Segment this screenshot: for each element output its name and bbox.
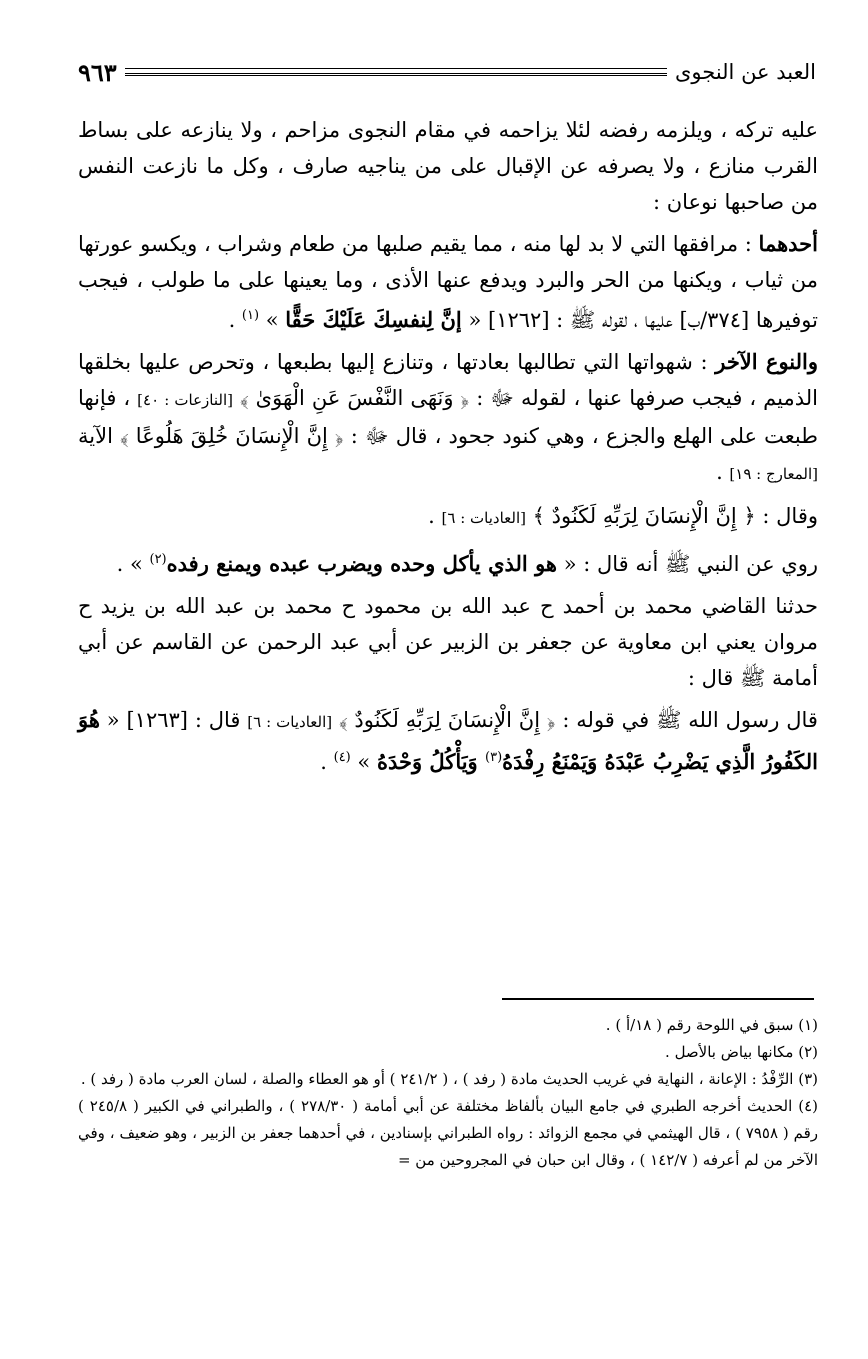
quran-source-1: [النازعات : ٤٠] bbox=[137, 391, 233, 409]
footnote-separator bbox=[502, 998, 814, 1000]
page-header bbox=[78, 52, 816, 92]
paragraph-4-dot: . bbox=[428, 504, 442, 528]
paragraph-3-dot: . bbox=[716, 460, 730, 484]
footnote-2: (٢) مكانها بياض بالأصل . bbox=[665, 1043, 818, 1061]
paragraph-2-close: » bbox=[259, 308, 286, 332]
paragraph-7-dot: . bbox=[320, 750, 334, 774]
paragraph-5-text: روي عن النبي ﷺ أنه قال : « bbox=[557, 552, 818, 576]
quran-source-3: [العاديات : ٦] bbox=[441, 509, 526, 527]
paragraph-4-text: وقال : ﴿ إِنَّ الْإِنسَانَ لِرَبِّهِ لَكَنُودٌ ﴾ bbox=[525, 504, 818, 528]
footnote-1: (١) سبق في اللوحة رقم ( ١٨/أ ) . bbox=[605, 1016, 818, 1034]
quran-source-4: [العاديات : ٦] bbox=[247, 713, 333, 731]
footnote-3: (٣) الرِّفْدُ : الإعانة ، النهاية في غريب الحديث مادة ( رفد ) ، ( ٢٤١/٢ ) أو هو العطاء والصلة ، لسان العرب مادة ( رفد ) . bbox=[80, 1070, 818, 1088]
running-title: العبد عن النجوى bbox=[674, 60, 816, 84]
paragraph-3 bbox=[78, 344, 818, 492]
paragraph-5 bbox=[78, 542, 818, 582]
paragraph-5-close: » . bbox=[116, 552, 150, 576]
main-text bbox=[78, 112, 818, 786]
paragraph-3-lead: والنوع الآخر bbox=[715, 349, 819, 374]
paragraph-6: حدثنا القاضي محمد بن أحمد ح عبد الله بن محمود ح محمد بن عبد الله بن يزيد ح مروان يعني ابن معاوية عن جعفر بن الزبير عن أبي عبد الرحمن عن القاسم عن أبي أمامة ﷺ قال : bbox=[78, 594, 818, 690]
paragraph-1: عليه تركه ، ويلزمه رفضه لئلا يزاحمه في مقام النجوى مزاحم ، ولا ينازعه على بساط القرب منازع ، ولا يصرفه عن الإقبال على من يناجيه صارف ، وكل ما نازعت النفس من صاحبها نوعان : bbox=[78, 118, 818, 214]
paragraph-7-text-2: قال : [١٢٦٣] « bbox=[99, 708, 248, 732]
page-number: ٩٦٣ bbox=[78, 57, 117, 87]
paragraph-3-text: : شهواتها التي تطالبها بعادتها ، وتنازع إليها بطبعها ، وتحرص عليها بخلقها الذميم ، فيجب صرفها عنها ، لقوله ﷻ : ﴿ وَنَهَى النَّفْسَ عَنِ الْهَوَىٰ ﴾ bbox=[78, 350, 818, 410]
paragraph-7-close: » bbox=[350, 750, 377, 774]
footnotes bbox=[78, 1012, 818, 1174]
footnote-4: (٤) الحديث أخرجه الطبري في جامع البيان بألفاظ مختلفة عن أبي أمامة ( ٢٧٨/٣٠ ) ، والطبراني في الكبير ( ٢٤٥/٨ ) رقم ( ٧٩٥٨ ) ، قال الهيثمي في مجمع الزوائد : رواه الطبراني بإسنادين ، في أحدهما جعفر بن الزبير ، وهو ضعيف ، وفي الآخر من لم أعرفه ( ١٤٢/٧ ) ، وقال ابن حبان في المجروحين من = bbox=[78, 1097, 818, 1169]
paragraph-4 bbox=[78, 498, 818, 536]
paragraph-7-hadith: هُوَ الكَفُورُ الَّذِي يَضْرِبُ عَبْدَهُ وَيَمْنَعُ رِفْدَهُ bbox=[78, 707, 818, 774]
quran-source-2: [المعارج : ١٩] bbox=[729, 465, 818, 483]
paragraph-2-lead: أحدهما bbox=[758, 231, 818, 256]
paragraph-2-hadith: إنَّ لِنفسِكَ عَلَيْكَ حَقًّا bbox=[285, 307, 462, 332]
paragraph-7 bbox=[78, 702, 818, 780]
paragraph-3-text-2: ، فإنها طبعت على الهلع والجزع ، وهي كنود جحود ، قال ﷻ : ﴿ إِنَّ الْإِنسَانَ خُلِقَ هَلُوعًا ﴾ الآية bbox=[78, 386, 818, 448]
footnote-ref-4: (٤) bbox=[333, 750, 351, 765]
paragraph-7-text: قال رسول الله ﷺ في قوله : ﴿ إِنَّ الْإِنسَانَ لِرَبِّهِ لَكَنُودٌ ﴾ bbox=[332, 708, 818, 732]
header-rule bbox=[125, 68, 667, 76]
paragraph-2 bbox=[78, 226, 818, 338]
footnote-ref-3: (٣) bbox=[485, 750, 503, 765]
paragraph-5-hadith: هو الذي يأكل وحده ويضرب عبده ويمنع رفده bbox=[166, 551, 558, 576]
paragraph-2-dot: . bbox=[228, 308, 242, 332]
paragraph-7-hadith-2: وَيَأْكُلُ وَحْدَهُ bbox=[376, 749, 486, 774]
footnote-ref-1: (١) bbox=[241, 308, 260, 323]
footnote-ref-2: (٢) bbox=[149, 552, 167, 567]
paragraph-2-text: : مرافقها التي لا بد لها منه ، مما يقيم صلبها من طعام وشراب ، ويكسو عورتها من ثياب ، ويكنها من الحر والبرد ويدفع عنها الأذى ، وما يعينها على ما طولب ، فيجب توفيرها [٣٧٤/ب] عليها ، لقوله ﷺ : [١٢٦٢] « bbox=[78, 232, 818, 332]
